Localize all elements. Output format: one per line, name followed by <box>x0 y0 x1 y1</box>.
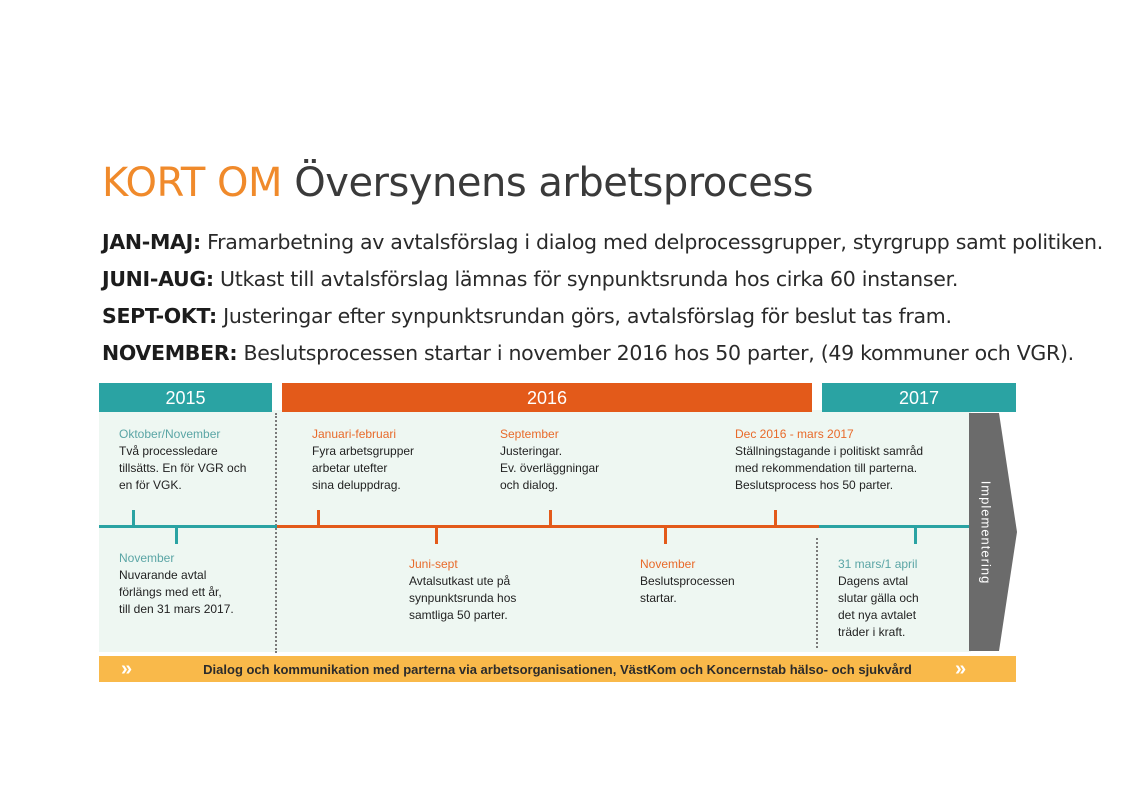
tick-top <box>549 510 552 526</box>
phase-juni-aug <box>102 261 1103 298</box>
event-oktober-november <box>119 426 246 494</box>
year-divider <box>816 538 818 648</box>
chevron-right-icon: » <box>955 658 967 680</box>
event-date: September <box>500 427 559 441</box>
event-dec-mars <box>735 426 923 494</box>
year-2015: 2015 <box>99 383 272 412</box>
event-date: November <box>640 557 696 571</box>
event-line: tillsätts. En för VGR och <box>119 461 247 475</box>
event-date: Januari-februari <box>312 427 397 441</box>
event-line: träder i kraft. <box>838 625 906 639</box>
event-line: en för VGK. <box>119 478 182 492</box>
event-line: slutar gälla och <box>838 591 919 605</box>
event-date: 31 mars/1 april <box>838 557 918 571</box>
phase-label: SEPT-OKT: <box>102 304 217 328</box>
event-line: Beslutsprocess hos 50 parter. <box>735 478 894 492</box>
tick-bottom <box>664 528 667 544</box>
tick-top <box>132 510 135 526</box>
event-line: Avtalsutkast ute på <box>409 574 511 588</box>
chevron-right-icon: » <box>121 658 133 680</box>
phase-text: Justeringar efter synpunktsrundan görs, avtalsförslag för beslut tas fram. <box>223 304 952 328</box>
year-2017: 2017 <box>822 383 1016 412</box>
implementation-text: Implementering <box>978 480 994 584</box>
event-31-mars <box>838 556 919 641</box>
event-januari-februari <box>312 426 414 494</box>
event-date: Juni-sept <box>409 557 458 571</box>
event-line: sina deluppdrag. <box>312 478 401 492</box>
phase-sept-okt <box>102 298 1103 335</box>
event-line: Beslutsprocessen <box>640 574 735 588</box>
event-line: Två processledare <box>119 444 218 458</box>
tick-bottom <box>435 528 438 544</box>
event-date: November <box>119 551 175 565</box>
phase-label: JUNI-AUG: <box>102 267 214 291</box>
event-line: det nya avtalet <box>838 608 917 622</box>
event-line: Nuvarande avtal <box>119 568 207 582</box>
year-divider <box>275 413 277 653</box>
tick-top <box>317 510 320 526</box>
event-line: startar. <box>640 591 677 605</box>
event-november-2015 <box>119 550 234 618</box>
dialog-banner <box>99 656 1016 682</box>
axis-2017 <box>819 525 969 528</box>
event-juni-sept <box>409 556 516 624</box>
phase-label: NOVEMBER: <box>102 341 238 365</box>
phase-jan-maj <box>102 224 1103 261</box>
event-line: Justeringar. <box>500 444 563 458</box>
event-line: Ställningstagande i politiskt samråd <box>735 444 924 458</box>
phase-label: JAN-MAJ: <box>102 230 201 254</box>
event-line: Dagens avtal <box>838 574 909 588</box>
phase-text: Beslutsprocessen startar i november 2016 hos 50 parter, (49 kommuner och VGR). <box>243 341 1074 365</box>
page-title <box>102 160 813 206</box>
title-kort-om: KORT OM <box>102 160 283 206</box>
phase-text: Utkast till avtalsförslag lämnas för synpunktsrunda hos cirka 60 instanser. <box>220 267 959 291</box>
phase-november <box>102 335 1103 372</box>
event-line: och dialog. <box>500 478 559 492</box>
timeline <box>99 383 1018 683</box>
tick-bottom <box>914 528 917 544</box>
banner-text: Dialog och kommunikation med parterna via arbetsorganisationen, VästKom och Koncernstab hälso- och sjukvård <box>203 661 912 677</box>
event-line: Ev. överläggningar <box>500 461 600 475</box>
axis-2016 <box>277 525 819 528</box>
event-line: till den 31 mars 2017. <box>119 602 234 616</box>
tick-top <box>774 510 777 526</box>
event-line: samtliga 50 parter. <box>409 608 508 622</box>
event-line: förlängs med ett år, <box>119 585 222 599</box>
event-line: synpunktsrunda hos <box>409 591 517 605</box>
event-november-2016 <box>640 556 735 607</box>
implementation-label <box>969 413 1003 651</box>
event-line: arbetar utefter <box>312 461 388 475</box>
event-line: Fyra arbetsgrupper <box>312 444 415 458</box>
phase-text: Framarbetning av avtalsförslag i dialog med delprocessgrupper, styrgrupp samt politiken. <box>207 230 1103 254</box>
year-2016: 2016 <box>282 383 812 412</box>
event-date: Dec 2016 - mars 2017 <box>735 427 854 441</box>
title-main: Översynens arbetsprocess <box>294 160 814 206</box>
event-september <box>500 426 599 494</box>
phase-list <box>102 224 1103 372</box>
tick-bottom <box>175 528 178 544</box>
event-date: Oktober/November <box>119 427 221 441</box>
event-line: med rekommendation till parterna. <box>735 461 918 475</box>
axis-2015 <box>99 525 277 528</box>
